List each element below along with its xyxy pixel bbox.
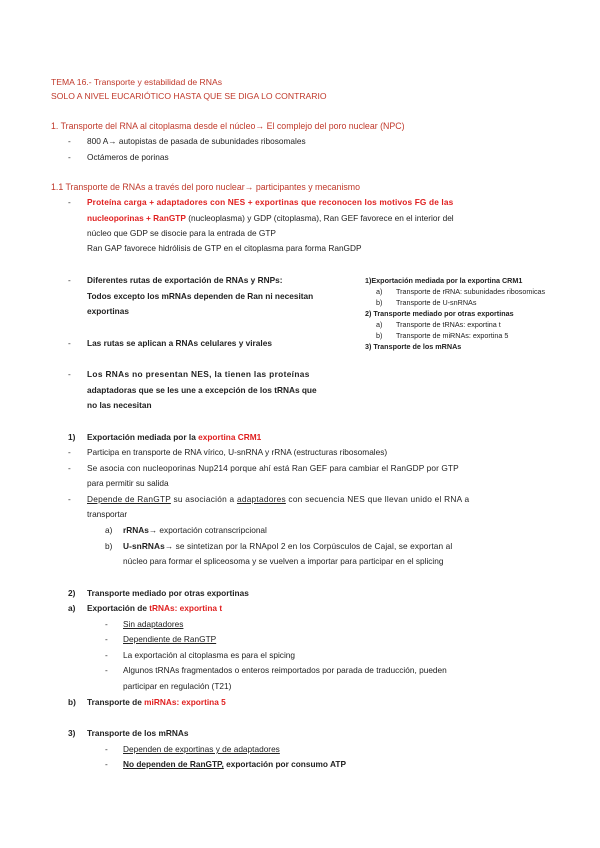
s1-sub-a: rRNAs→ exportación cotranscripcional xyxy=(123,525,267,535)
bullet-dash: - xyxy=(68,275,71,285)
routes-line-1: Diferentes rutas de exportación de RNAs y RNPs: xyxy=(87,275,283,285)
bullet-dash: - xyxy=(105,744,108,754)
s2-a-item-1: Sin adaptadores xyxy=(123,619,184,629)
bullet-dash: - xyxy=(68,447,71,457)
section-1-1-heading: 1.1 Transporte de RNAs a través del poro nuclear→ participantes y mecanismo xyxy=(51,182,361,192)
s2-b-heading: Transporte de miRNAs: exportina 5 xyxy=(87,697,226,707)
section-1-item: Octámeros de porinas xyxy=(87,152,169,162)
bullet-dash: - xyxy=(105,650,108,660)
s3-item-2: No dependen de RanGTP, exportación por consumo ATP xyxy=(123,759,346,769)
s1-item-2-cont: para permitir su salida xyxy=(87,478,169,488)
bullet-dash: - xyxy=(105,759,108,769)
document-title: TEMA 16.- Transporte y estabilidad de RNAs xyxy=(51,77,222,87)
summary-line-3: Transporte de U-snRNAs xyxy=(396,298,477,307)
mechanism-line-4: Ran GAP favorece hidrólisis de GTP en el citoplasma para forma RanGDP xyxy=(87,243,362,253)
summary-mark: a) xyxy=(376,287,383,296)
s1-item-3-cont: transportar xyxy=(87,509,128,519)
s2-a-item-2: Dependiente de RanGTP xyxy=(123,634,217,644)
bullet-dash: - xyxy=(105,619,108,629)
bullet-dash: - xyxy=(68,197,71,207)
summary-line-7: 3) Transporte de los mRNAs xyxy=(365,342,462,351)
summary-mark: b) xyxy=(376,331,383,340)
bullet-dash: - xyxy=(68,463,71,473)
s2-b-mark: b) xyxy=(68,697,76,707)
s1-sub-a-mark: a) xyxy=(105,525,113,535)
s1-item-1: Participa en transporte de RNA vírico, U-snRNA y rRNA (estructuras ribosomales) xyxy=(87,447,388,457)
routes-line-3: exportinas xyxy=(87,306,129,316)
mechanism-line-2: nucleoporinas + RanGTP (nucleoplasma) y GDP (citoplasma), Ran GEF favorece en el interior del xyxy=(87,213,454,223)
bullet-dash: - xyxy=(68,136,71,146)
summary-line-1: 1)Exportación mediada por la exportina CRM1 xyxy=(365,276,523,285)
bullet-dash: - xyxy=(68,152,71,162)
summary-line-5: Transporte de tRNAs: exportina t xyxy=(396,320,501,329)
s1-sub-b-cont: núcleo para formar el spliceosoma y se vuelven a importar para participar en el splicing xyxy=(123,556,444,566)
section-1-item: 800 A→ autopistas de pasada de subunidades ribosomales xyxy=(87,136,306,146)
s1-heading: Exportación mediada por la exportina CRM1 xyxy=(87,432,262,442)
summary-line-4: 2) Transporte mediado por otras exportinas xyxy=(365,309,514,318)
nes-line-2: adaptadoras que se les une a excepción de los tRNAs que xyxy=(87,385,317,395)
mechanism-line-3: núcleo que GDP se disocie para la entrada de GTP xyxy=(87,228,276,238)
summary-line-2: Transporte de rRNA: subunidades ribosomicas xyxy=(396,287,546,296)
nes-line-1: Los RNAs no presentan NES, la tienen las proteínas xyxy=(87,369,310,379)
bullet-dash: - xyxy=(105,665,108,675)
s3-item-1: Dependen de exportinas y de adaptadores xyxy=(123,744,280,754)
s1-item-3: Depende de RanGTP su asociación a adaptadores con secuencia NES que llevan unido el RNA a xyxy=(87,494,470,504)
s2-a-item-3: La exportación al citoplasma es para el spicing xyxy=(123,650,296,660)
s3-heading: Transporte de los mRNAs xyxy=(87,728,189,738)
summary-mark: b) xyxy=(376,298,383,307)
bullet-dash: - xyxy=(68,494,71,504)
s2-a-heading: Exportación de tRNAs: exportina t xyxy=(87,603,223,613)
s2-a-item-4-cont: participar en regulación (T21) xyxy=(123,681,232,691)
summary-line-6: Transporte de miRNAs: exportina 5 xyxy=(396,331,509,340)
nes-line-3: no las necesitan xyxy=(87,400,152,410)
s1-sub-b-mark: b) xyxy=(105,541,113,551)
s1-number: 1) xyxy=(68,432,76,442)
routes-apply-text: Las rutas se aplican a RNAs celulares y virales xyxy=(87,338,272,348)
bullet-dash: - xyxy=(68,369,71,379)
bullet-dash: - xyxy=(68,338,71,348)
s3-number: 3) xyxy=(68,728,76,738)
s1-item-2: Se asocia con nucleoporinas Nup214 porque ahí está Ran GEF para cambiar el RanGDP por GTP xyxy=(87,463,459,473)
summary-mark: a) xyxy=(376,320,383,329)
routes-line-2: Todos excepto los mRNAs dependen de Ran ni necesitan xyxy=(87,291,314,301)
s1-sub-b: U-snRNAs→ se sintetizan por la RNApol 2 en los Corpúsculos de Cajal, se exportan al xyxy=(123,541,453,551)
document-subtitle: SOLO A NIVEL EUCARIÓTICO HASTA QUE SE DIGA LO CONTRARIO xyxy=(51,91,327,101)
s2-a-mark: a) xyxy=(68,603,76,613)
mechanism-line-1: Proteína carga + adaptadores con NES + exportinas que reconocen los motivos FG de las xyxy=(87,197,454,207)
bullet-dash: - xyxy=(105,634,108,644)
s2-number: 2) xyxy=(68,588,76,598)
section-1-heading: 1. Transporte del RNA al citoplasma desde el núcleo→ El complejo del poro nuclear (NPC) xyxy=(51,121,405,131)
s2-a-item-4: Algunos tRNAs fragmentados o enteros reimportados por parada de traducción, pueden xyxy=(123,665,447,675)
s2-heading: Transporte mediado por otras exportinas xyxy=(87,588,249,598)
